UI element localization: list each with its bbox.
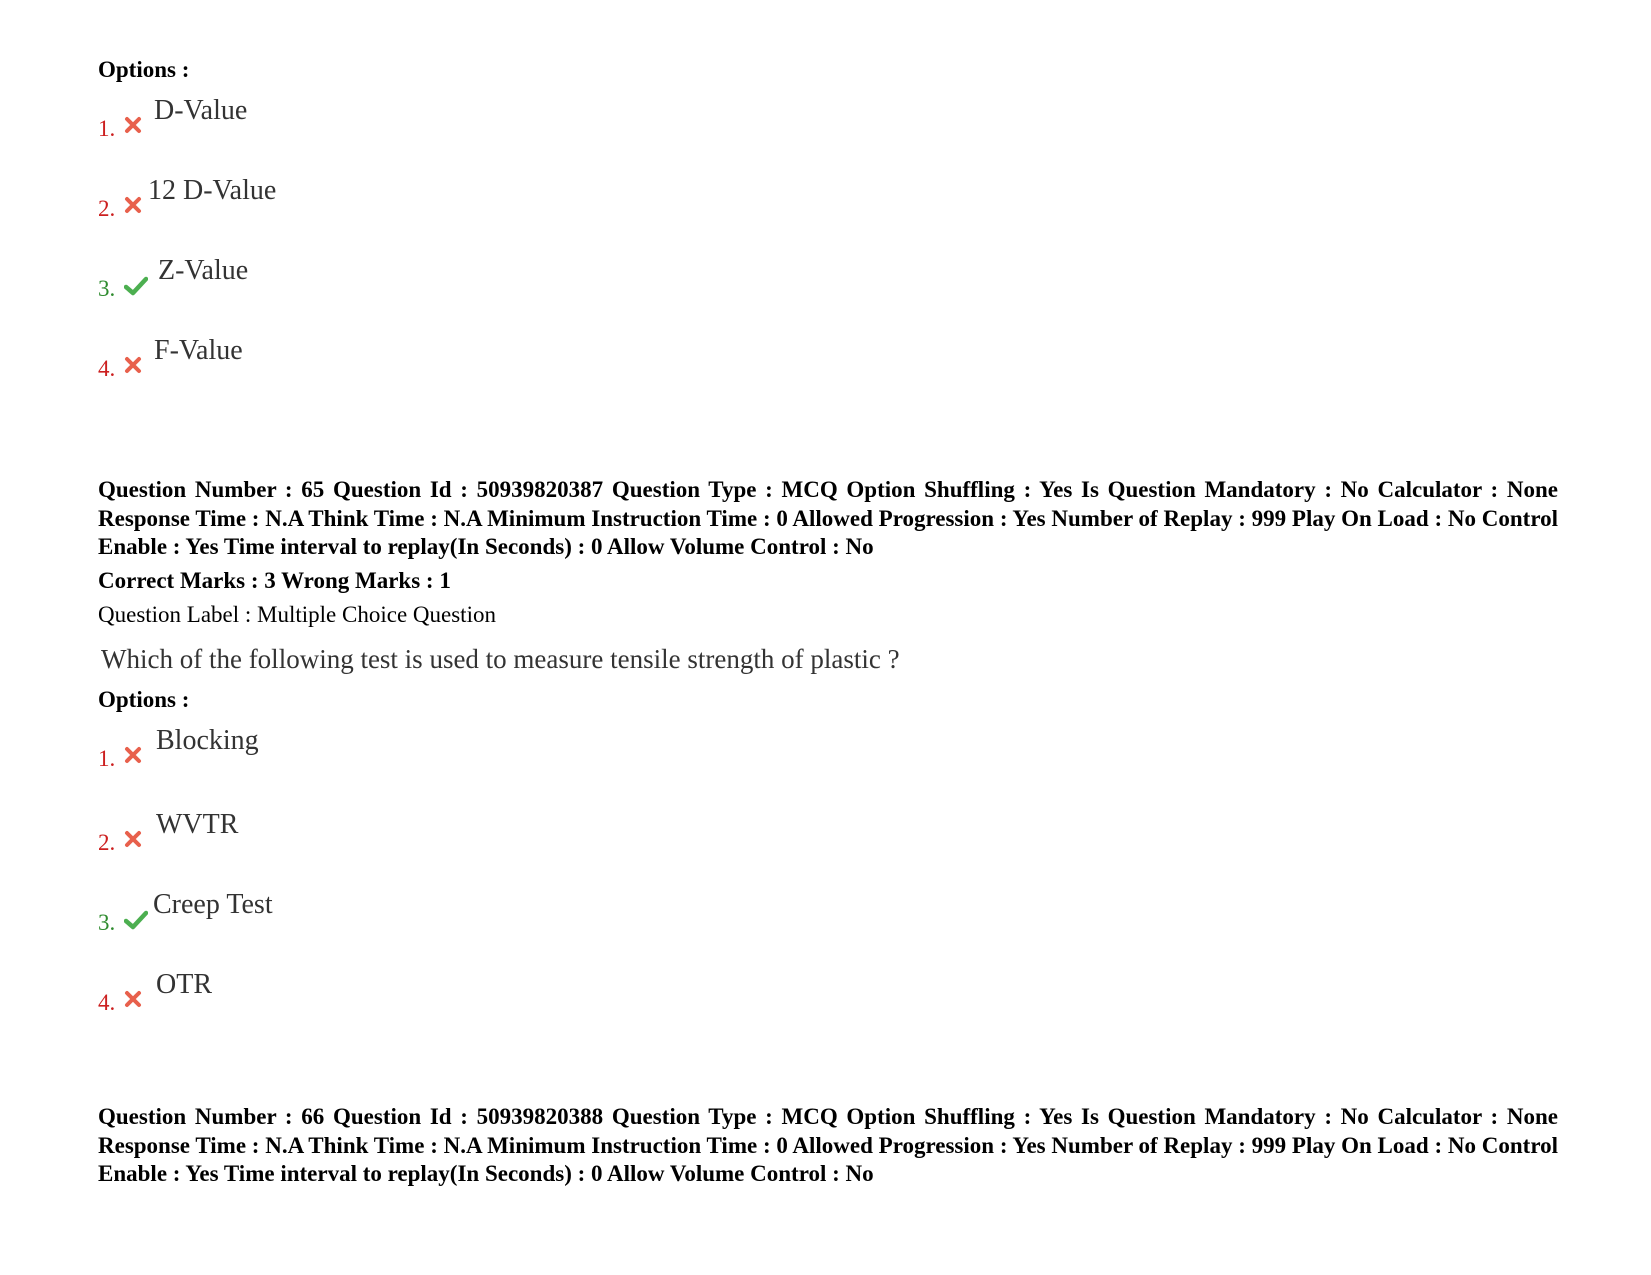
cross-icon: [124, 830, 146, 854]
option-item: [98, 724, 698, 784]
cross-icon: [124, 196, 146, 220]
question-label: Question Label : Multiple Choice Question: [98, 602, 496, 627]
option-number: 3.: [98, 276, 116, 301]
option-item: [98, 808, 698, 868]
option-number: 2.: [98, 196, 116, 221]
check-icon: [124, 276, 146, 300]
option-text: WVTR: [156, 809, 239, 840]
option-number: 2.: [98, 830, 116, 855]
question-meta: Question Number : 65 Question Id : 50939820387 Question Type : MCQ Option Shuffling : Yes Is Question Mandatory : No Calculator : None Response Time : N.A Think Time : N.A Minimum Instruction Time : 0 Allowed Progression : Yes Number of Replay : 999 Play On Load : No Control Enable : Yes Time interval to replay(In Seconds) : 0 Allow Volume Control : No: [98, 477, 1558, 559]
options-heading: Options :: [98, 57, 190, 82]
question-marks: Correct Marks : 3 Wrong Marks : 1: [98, 568, 451, 593]
option-text: Creep Test: [153, 889, 273, 920]
option-number: 4.: [98, 990, 116, 1015]
option-text: Z-Value: [158, 255, 249, 286]
cross-icon: [124, 990, 146, 1014]
option-number: 3.: [98, 910, 116, 935]
option-item: [98, 888, 698, 948]
option-item: [98, 254, 698, 314]
option-item: [98, 334, 698, 394]
question-meta: Question Number : 66 Question Id : 50939820388 Question Type : MCQ Option Shuffling : Yes Is Question Mandatory : No Calculator : None Response Time : N.A Think Time : N.A Minimum Instruction Time : 0 Allowed Progression : Yes Number of Replay : 999 Play On Load : No Control Enable : Yes Time interval to replay(In Seconds) : 0 Allow Volume Control : No: [98, 1104, 1558, 1186]
option-item: [98, 94, 698, 154]
check-icon: [124, 910, 146, 934]
option-text: 12 D-Value: [148, 175, 277, 206]
question-text: Which of the following test is used to measure tensile strength of plastic ?: [101, 644, 900, 674]
option-number: 1.: [98, 116, 116, 141]
option-number: 1.: [98, 746, 116, 771]
cross-icon: [124, 116, 146, 140]
option-number: 4.: [98, 356, 116, 381]
cross-icon: [124, 746, 146, 770]
option-text: Blocking: [156, 725, 259, 756]
option-item: [98, 968, 698, 1028]
option-text: F-Value: [154, 335, 243, 366]
option-text: D-Value: [154, 95, 248, 126]
cross-icon: [124, 356, 146, 380]
option-item: [98, 174, 698, 234]
options-heading: Options :: [98, 687, 190, 712]
option-text: OTR: [156, 969, 212, 1000]
